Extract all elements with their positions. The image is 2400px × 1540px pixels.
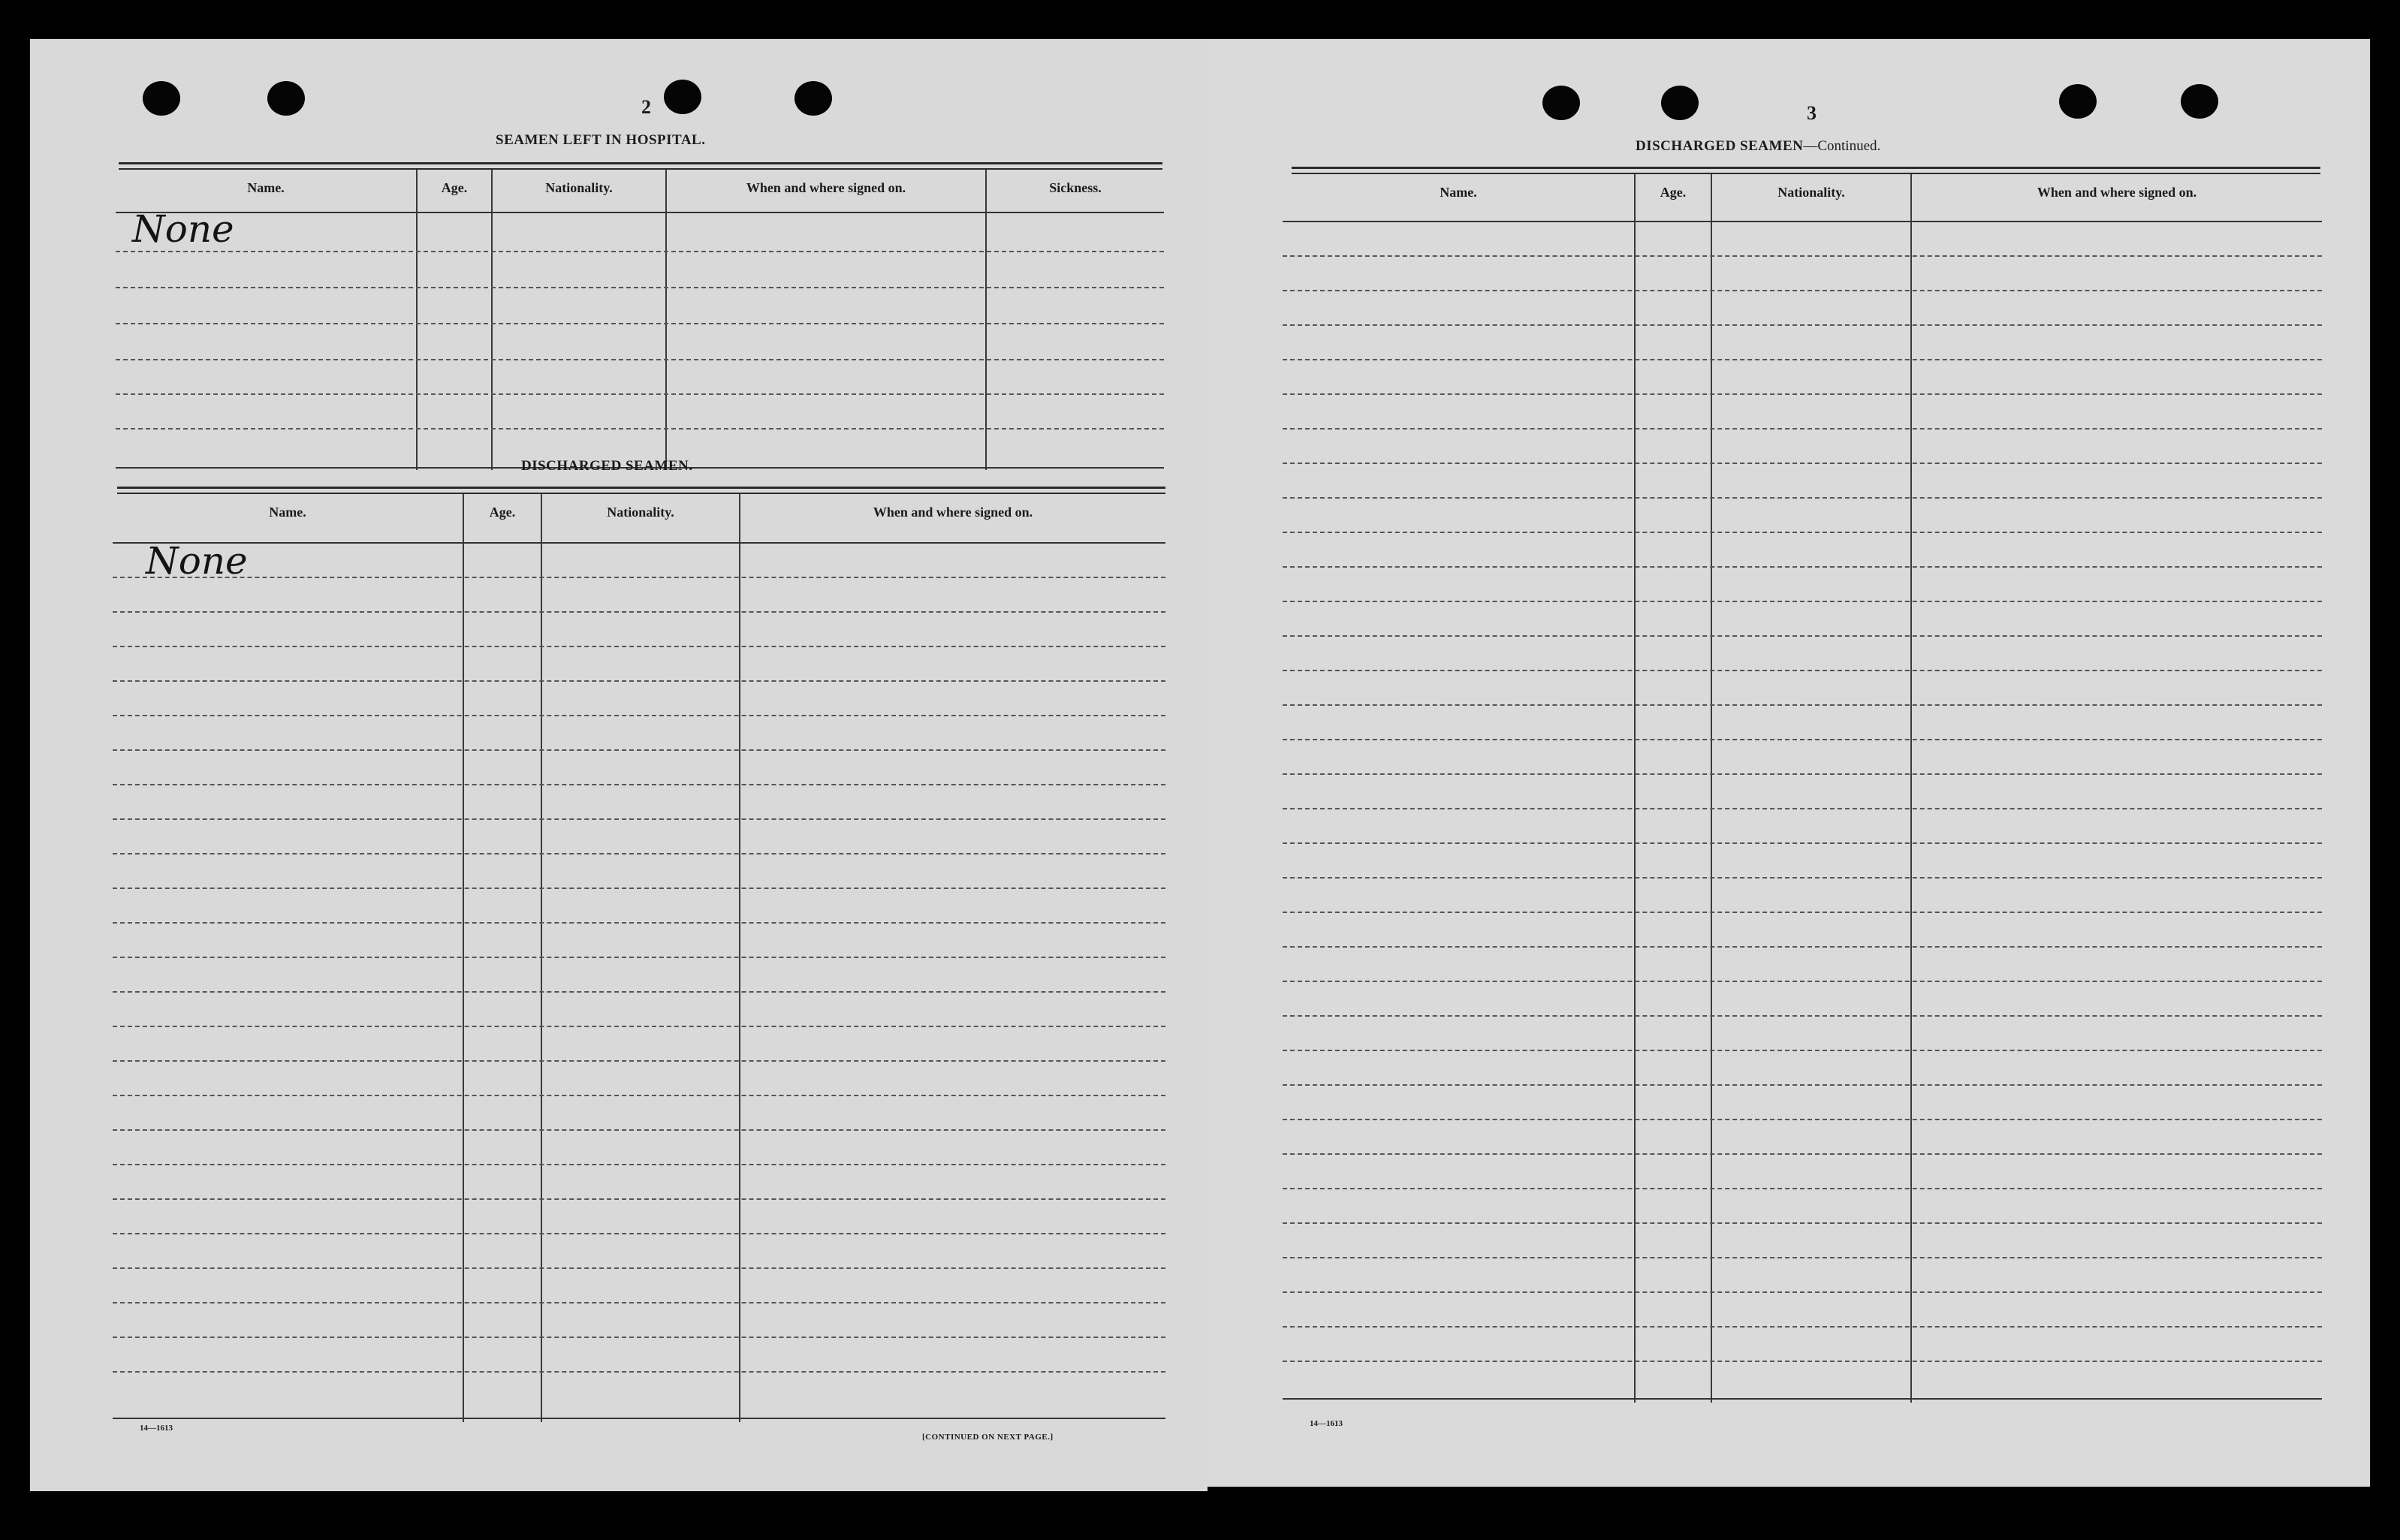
column-header-age: Age. [441, 180, 468, 195]
discharged-table [113, 494, 1165, 1422]
column-header-name: Name. [269, 505, 306, 520]
handwritten-entry: None [132, 207, 234, 251]
divider [119, 162, 1162, 164]
column-header-nationality: Nationality. [1777, 185, 1845, 200]
title-suffix: —Continued. [1803, 138, 1881, 154]
punch-hole [794, 81, 832, 116]
column-header-signed-on: When and where signed on. [746, 180, 906, 195]
divider [117, 487, 1165, 489]
punch-hole [143, 81, 180, 116]
handwritten-entry: None [146, 539, 248, 583]
column-header-name: Name. [247, 180, 285, 195]
form-code: 14—1613 [140, 1424, 173, 1433]
column-header-nationality: Nationality. [545, 180, 613, 195]
punch-hole [2181, 84, 2218, 119]
column-header-name: Name. [1440, 185, 1477, 200]
left-page [30, 39, 1208, 1491]
column-header-nationality: Nationality. [607, 505, 674, 520]
punch-hole [664, 80, 701, 114]
hospital-section-title: SEAMEN LEFT IN HOSPITAL. [496, 132, 706, 148]
column-header-age: Age. [489, 505, 516, 520]
discharged-continued-title [1636, 138, 1880, 155]
column-header-age: Age. [1660, 185, 1687, 200]
discharged-section-title: DISCHARGED SEAMEN. [521, 458, 693, 474]
title-main: DISCHARGED SEAMEN [1636, 138, 1804, 154]
continued-note: [CONTINUED ON NEXT PAGE.] [922, 1433, 1054, 1442]
hospital-table [116, 170, 1164, 470]
page-number: 3 [1807, 102, 1817, 124]
page-number: 2 [641, 96, 651, 118]
column-header-sickness: Sickness. [1049, 180, 1102, 195]
column-header-signed-on: When and where signed on. [873, 505, 1033, 520]
punch-hole [1542, 86, 1580, 120]
discharged-continued-table [1283, 174, 2322, 1403]
divider [1292, 167, 2320, 169]
right-page [1208, 39, 2370, 1487]
punch-hole [1661, 86, 1699, 120]
form-code: 14—1613 [1310, 1419, 1343, 1428]
column-header-signed-on: When and where signed on. [2037, 185, 2197, 200]
punch-hole [267, 81, 305, 116]
punch-hole [2059, 84, 2097, 119]
